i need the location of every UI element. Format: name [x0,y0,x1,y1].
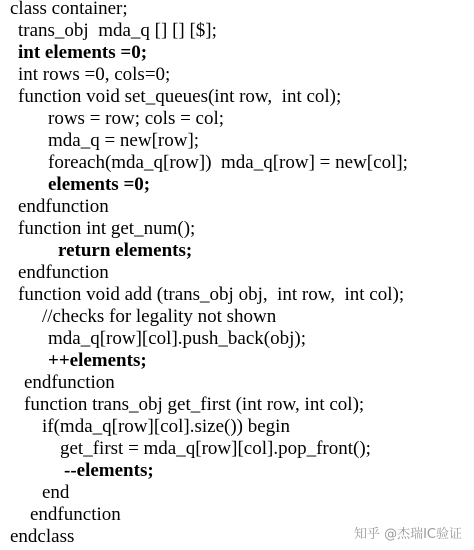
code-line: function void set_queues(int row, int col); [18,86,342,107]
code-line: function int get_num(); [18,218,196,239]
code-line: get_first = mda_q[row][col].pop_front(); [60,438,371,459]
code-line: class container; [10,0,128,19]
watermark-text: 知乎 @杰瑞IC验证 [353,527,462,542]
code-line: end [42,482,70,503]
code-line: elements =0; [48,174,151,195]
code-line: function trans_obj get_first (int row, int col); [24,394,365,415]
code-line: endfunction [24,372,115,393]
code-line: endclass [10,526,75,547]
code-line: int rows =0, cols=0; [18,64,171,85]
code-line: rows = row; cols = col; [48,108,225,129]
code-line: endfunction [18,196,109,217]
code-line: function void add (trans_obj obj, int row, int col); [18,284,405,305]
code-line: foreach(mda_q[row]) mda_q[row] = new[col]; [48,152,408,173]
code-line: mda_q = new[row]; [48,130,200,151]
code-line: return elements; [58,240,193,261]
code-line: endfunction [30,504,121,525]
code-line: //checks for legality not shown [42,306,277,327]
code-line: endfunction [18,262,109,283]
code-line: ++elements; [48,350,147,371]
code-line: --elements; [64,460,154,481]
code-line: int elements =0; [18,42,148,63]
code-line: mda_q[row][col].push_back(obj); [48,328,307,349]
code-line: trans_obj mda_q [] [] [$]; [18,20,217,41]
code-line: if(mda_q[row][col].size()) begin [42,416,290,437]
